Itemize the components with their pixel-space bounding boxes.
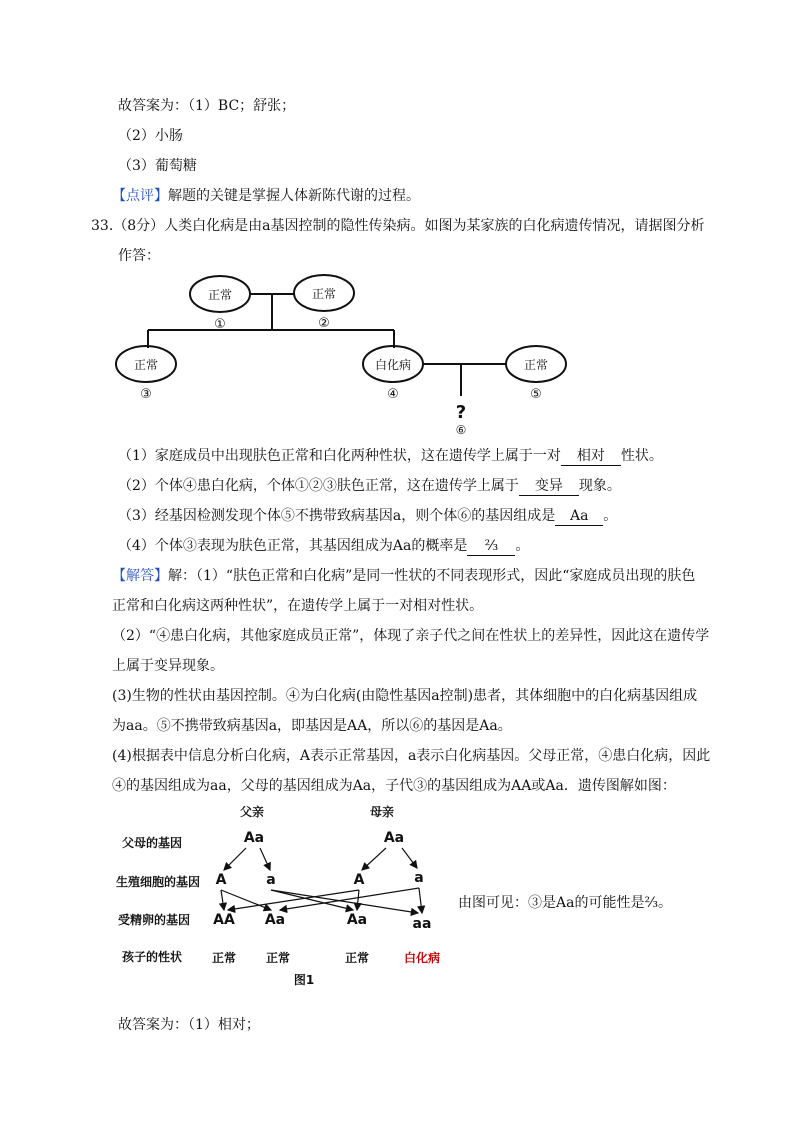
zygote-aa: aa <box>412 916 432 932</box>
row-label-child-traits: 孩子的性状 <box>122 950 183 964</box>
genetic-cross-diagram <box>108 800 453 992</box>
subquestion-2-answer-blank: 变异 <box>519 478 579 496</box>
zygote-AA: AA <box>213 912 235 928</box>
zygote-Aa-2: Aa <box>346 912 368 928</box>
comment-text: 解题的关键是掌握人体新陈代谢的过程。 <box>168 188 420 204</box>
cross-line-1 <box>221 890 224 910</box>
arrow-father-to-a <box>260 848 270 870</box>
arrow-father-to-A <box>224 848 246 870</box>
solution-para1-b: 正常和白化病这两种性状”，在遗传学上属于一对相对性状。 <box>112 598 484 614</box>
solution-para3-b: 为aa。⑤不携带致病基因a，即基因是AA，所以⑥的基因是Aa。 <box>112 718 512 734</box>
answer-line-2: （2）小肠 <box>118 128 183 144</box>
row-label-parent-genes: 父母的基因 <box>122 836 183 850</box>
individual-5-label: 正常 <box>523 358 549 372</box>
comment-line <box>112 186 420 206</box>
mother-genotype: Aa <box>383 830 405 846</box>
individual-5-number: ⑤ <box>530 387 542 402</box>
cross-line-6 <box>271 890 418 913</box>
solution-para2-a: （2）“④患白化病，其他家庭成员正常”，体现了亲子代之间在性状上的差异性，因此这在遗传学 <box>112 628 710 644</box>
gamete-mother-a: a <box>414 870 424 886</box>
subquestion-1-suffix: 性状。 <box>620 448 663 464</box>
conclusion-text: 由图可见：③是Aa的可能性是⅔。 <box>458 895 673 911</box>
individual-4-label: 白化病 <box>374 358 412 372</box>
subquestion-4-suffix: 。 <box>515 538 530 554</box>
solution-tag: 【解答】 <box>112 568 168 584</box>
individual-2-label: 正常 <box>311 287 337 301</box>
subquestion-1 <box>118 446 663 466</box>
row-label-zygote-genes: 受精卵的基因 <box>118 913 191 927</box>
subquestion-2 <box>118 476 621 496</box>
subquestion-4-text: （4）个体③表现为肤色正常，其基因组成为Aa的概率是 <box>118 538 468 554</box>
arrow-mother-to-a <box>402 848 417 868</box>
solution-para4-b: ④的基因组成为aa，父母的基因组成为Aa，子代③的基因组成为AA或Aa．遗传图解如图： <box>112 778 676 794</box>
question-33-stem: 33.（8分）人类白化病是由a基因控制的隐性传染病。如图为某家族的白化病遗传情况，请据图分析 <box>91 218 705 234</box>
subquestion-1-text: （1）家庭成员中出现肤色正常和白化两种性状，这在遗传学上属于一对 <box>118 448 561 464</box>
solution-para2-b: 上属于变异现象。 <box>112 658 224 674</box>
trait-albinism: 白化病 <box>403 951 441 965</box>
individual-3-label: 正常 <box>133 358 159 372</box>
father-label: 父亲 <box>240 805 265 819</box>
subquestion-3 <box>118 506 617 526</box>
solution-line-1 <box>112 566 695 586</box>
comment-tag: 【点评】 <box>112 188 168 204</box>
trait-normal-3: 正常 <box>344 951 370 965</box>
subquestion-3-text: （3）经基因检测发现个体⑤不携带致病基因a，则个体⑥的基因组成是 <box>118 508 556 524</box>
subquestion-2-suffix: 现象。 <box>578 478 621 494</box>
final-answer-line: 故答案为：（1）相对； <box>118 1017 260 1033</box>
trait-normal-2: 正常 <box>265 951 291 965</box>
answer-line-3: （3）葡萄糖 <box>118 158 197 174</box>
answer-intro-line: 故答案为：（1）BC；舒张； <box>118 98 296 114</box>
row-label-gamete-genes: 生殖细胞的基因 <box>116 875 201 889</box>
subquestion-1-answer-blank: 相对 <box>561 448 621 466</box>
cross-line-4 <box>357 890 359 910</box>
subquestion-4-answer-blank: ⅔ <box>467 538 515 556</box>
cross-line-8 <box>419 888 422 913</box>
gamete-mother-A: A <box>353 872 365 888</box>
arrow-mother-to-A <box>362 848 386 870</box>
subquestion-3-suffix: 。 <box>603 508 618 524</box>
solution-para3-a: (3)生物的性状由基因控制。④为白化病(由隐性基因a控制)患者，其体细胞中的白化病基因组成 <box>112 688 698 704</box>
subquestion-4 <box>118 536 529 556</box>
subquestion-2-text: （2）个体④患白化病，个体①②③肤色正常，这在遗传学上属于 <box>118 478 519 494</box>
individual-1-label: 正常 <box>207 288 233 302</box>
individual-1-number: ① <box>214 317 226 332</box>
gamete-father-a: a <box>266 872 276 888</box>
mother-label: 母亲 <box>370 805 395 819</box>
subquestion-3-answer-blank: Aa <box>555 508 603 526</box>
individual-2-number: ② <box>318 316 330 331</box>
question-33-stem-cont: 作答： <box>118 248 160 264</box>
solution-para4-a: (4)根据表中信息分析白化病，A表示正常基因，a表示白化病基因。父母正常，④患白化病，因此 <box>112 748 711 764</box>
zygote-Aa-1: Aa <box>264 912 286 928</box>
pedigree-chart <box>100 268 600 440</box>
trait-normal-1: 正常 <box>211 951 237 965</box>
father-genotype: Aa <box>243 830 265 846</box>
solution-para1-a: 解：（1）“肤色正常和白化病”是同一性状的不同表现形式，因此“家庭成员出现的肤色 <box>168 568 696 584</box>
unknown-child-question-mark: ? <box>455 402 467 423</box>
gamete-father-A: A <box>215 872 227 888</box>
individual-4-number: ④ <box>387 387 399 402</box>
cross-diagram-caption: 图1 <box>293 973 315 987</box>
individual-3-number: ③ <box>140 387 152 402</box>
unknown-child-number: ⑥ <box>455 423 467 437</box>
